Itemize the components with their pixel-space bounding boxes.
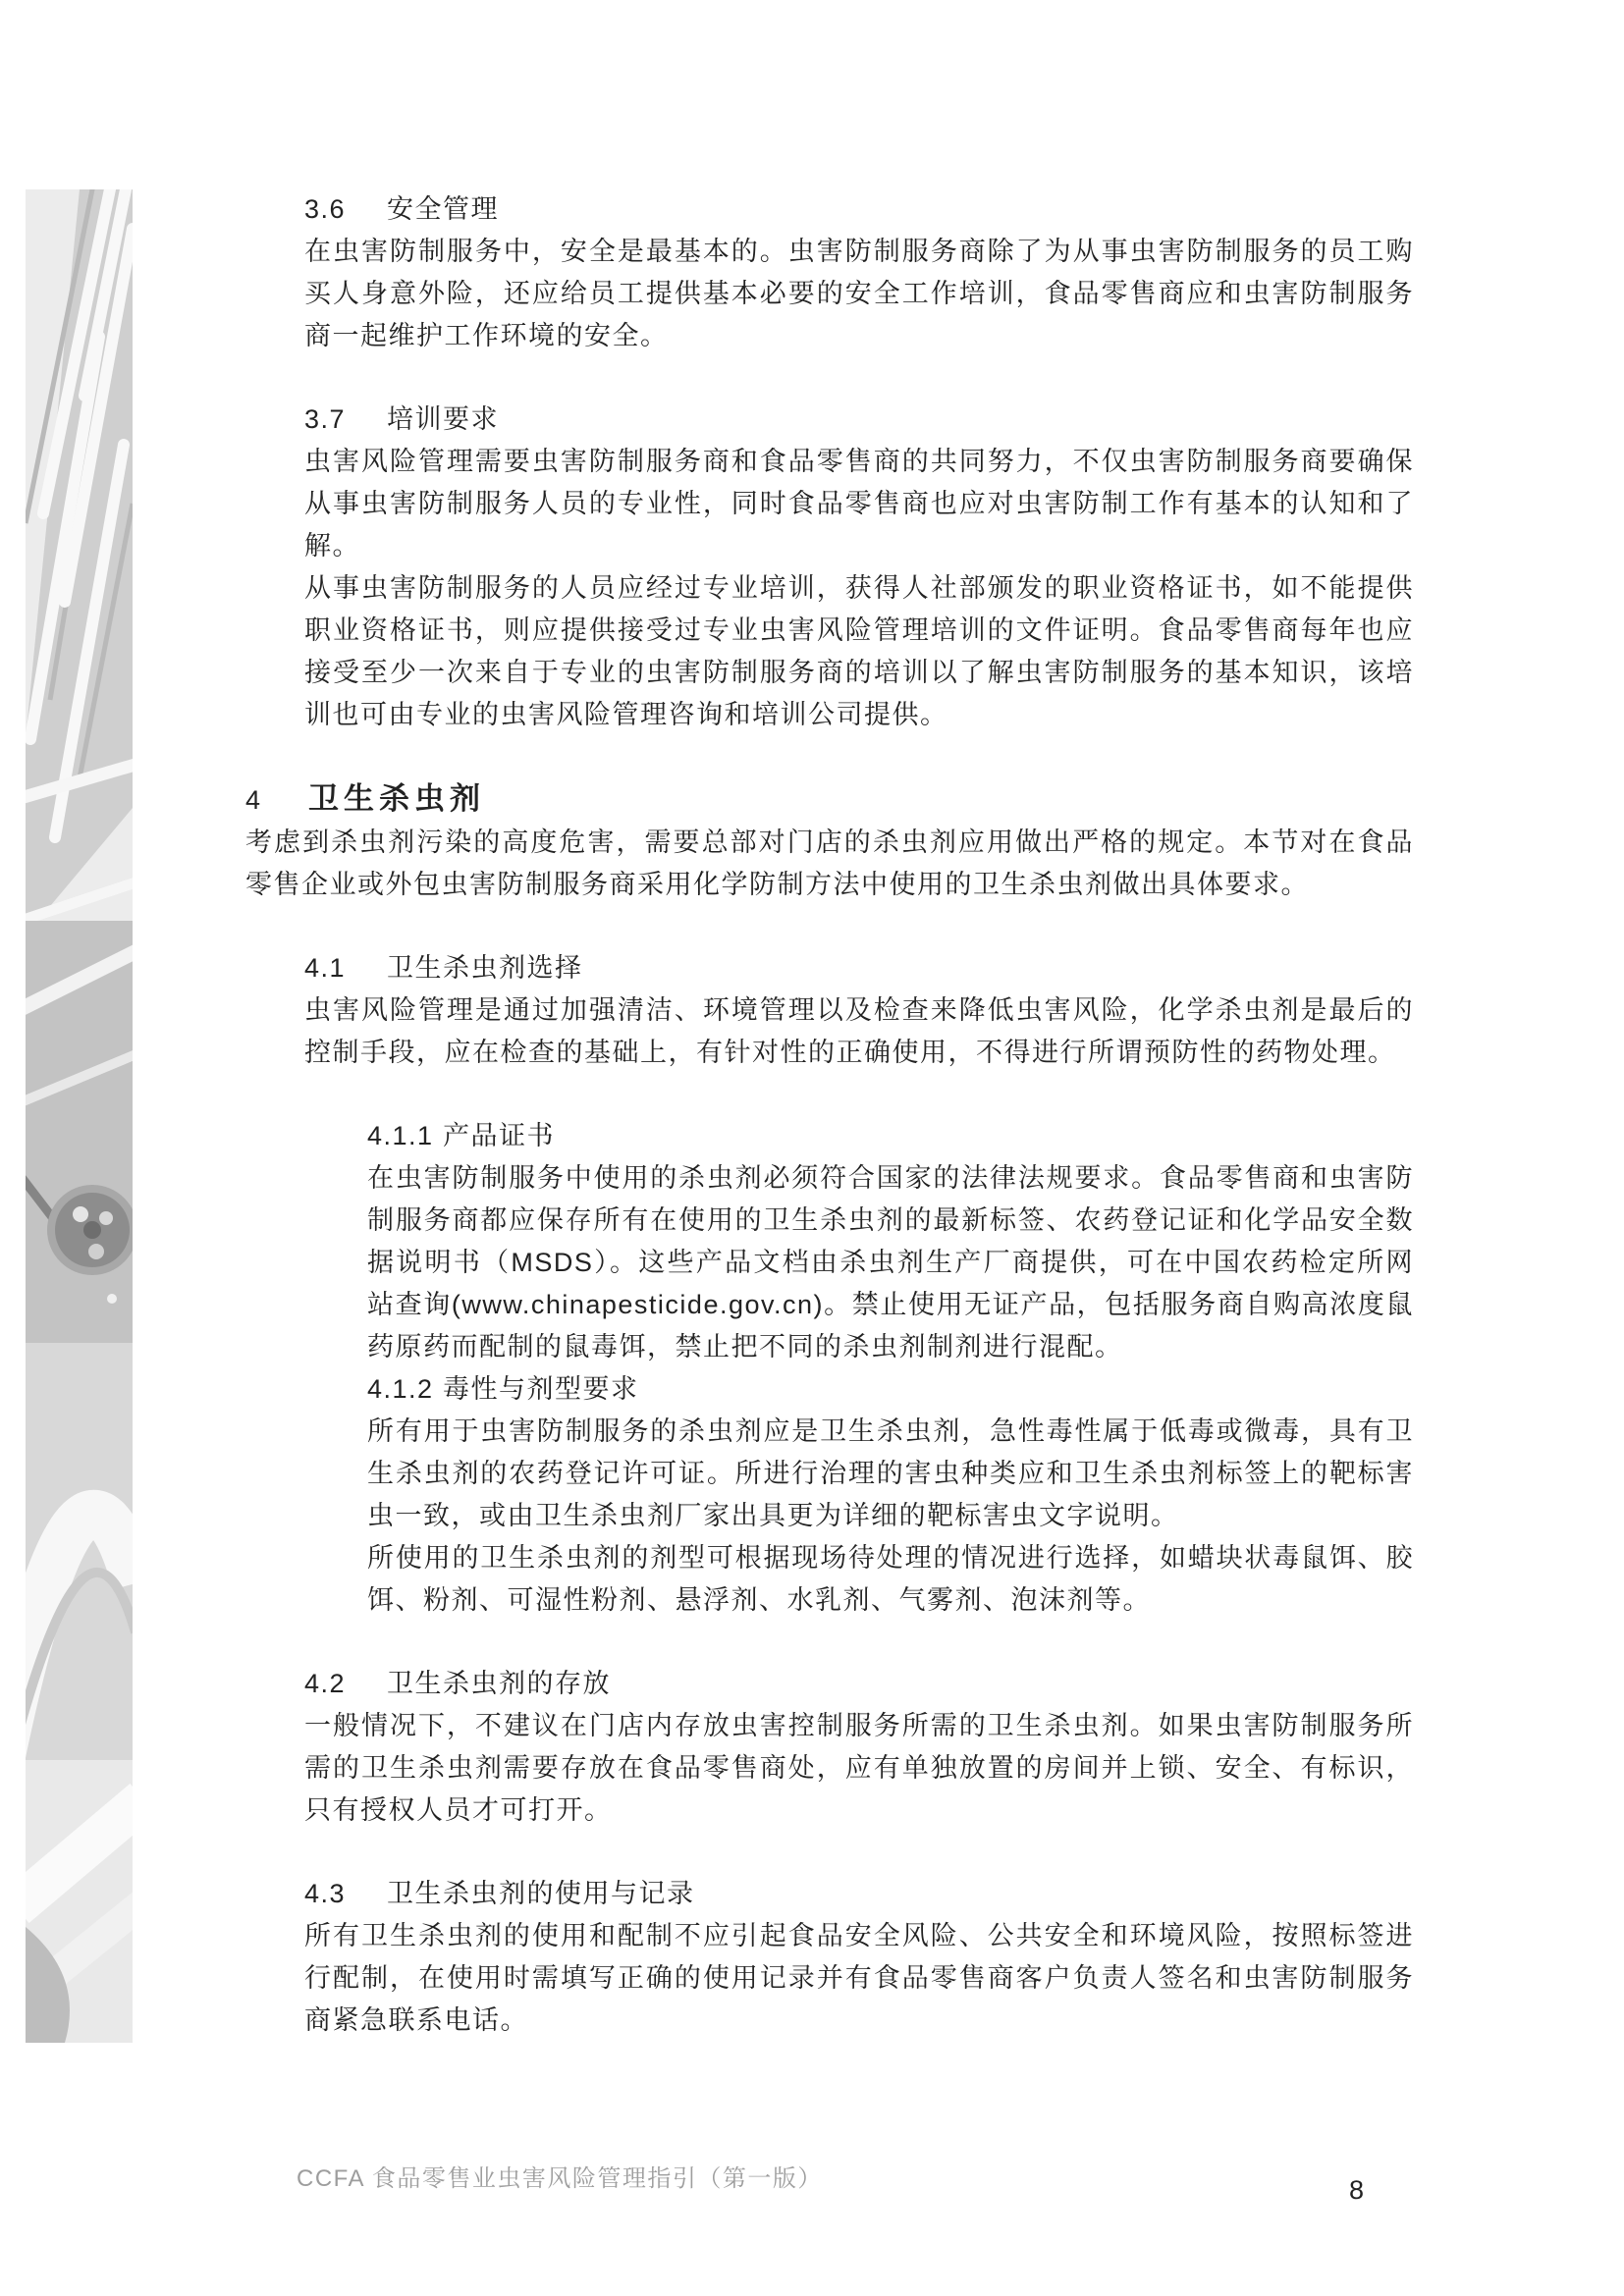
section-heading <box>304 1873 1414 1915</box>
section-3-7 <box>304 399 1414 736</box>
section-title: 卫生杀虫剂的存放 <box>387 1669 611 1698</box>
section-4 <box>245 777 1414 906</box>
section-4-3 <box>304 1873 1414 2042</box>
section-title: 卫生杀虫剂选择 <box>387 953 583 983</box>
section-number: 3.7 <box>304 404 347 434</box>
page-number: 8 <box>1349 2175 1365 2205</box>
paragraph: 在虫害防制服务中，安全是最基本的。虫害防制服务商除了为从事虫害防制服务的员工购买人身意外险，还应给员工提供基本必要的安全工作培训，食品零售商应和虫害防制服务商一起维护工作环境的安全。 <box>304 237 1414 350</box>
section-number: 3.6 <box>304 194 347 224</box>
section-title: 安全管理 <box>387 194 499 224</box>
section-title: 卫生杀虫剂的使用与记录 <box>387 1879 695 1908</box>
paragraph: 考虑到杀虫剂污染的高度危害，需要总部对门店的杀虫剂应用做出严格的规定。本节对在食品零售企业或外包虫害防制服务商采用化学防制方法中使用的卫生杀虫剂做出具体要求。 <box>245 828 1414 899</box>
section-title: 毒性与剂型要求 <box>443 1374 639 1404</box>
shopping-cart-photo <box>26 189 133 2043</box>
section-4-1 <box>304 947 1414 1074</box>
section-number: 4 <box>245 785 262 815</box>
section-number: 4.2 <box>304 1669 347 1698</box>
section-number: 4.3 <box>304 1879 347 1908</box>
footer-text: CCFA 食品零售业虫害风险管理指引（第一版） <box>297 2165 823 2192</box>
paragraph: 在虫害防制服务中使用的杀虫剂必须符合国家的法律法规要求。食品零售商和虫害防制服务商都应保存所有在使用的卫生杀虫剂的最新标签、农药登记证和化学品安全数据说明书（MSDS）。这些产品文档由杀虫剂生产厂商提供，可在中国农药检定所网站查询(www.chinapesticide.gov.cn)。禁止使用无证产品，包括服务商自购高浓度鼠药原药而配制的鼠毒饵，禁止把不同的杀虫剂制剂进行混配。 <box>367 1163 1414 1362</box>
section-title: 卫生杀虫剂 <box>308 781 485 816</box>
section-number: 4.1 <box>304 953 347 983</box>
paragraph: 虫害风险管理需要虫害防制服务商和食品零售商的共同努力，不仅虫害防制服务商要确保从事虫害防制服务人员的专业性，同时食品零售商也应对虫害防制工作有基本的认知和了解。 <box>304 447 1414 561</box>
section-4-2 <box>304 1663 1414 1832</box>
paragraph: 从事虫害防制服务的人员应经过专业培训，获得人社部颁发的职业资格证书，如不能提供职业资格证书，则应提供接受过专业虫害风险管理培训的文件证明。食品零售商每年也应接受至少一次来自于专业的虫害防制服务商的培训以了解虫害防制服务的基本知识，该培训也可由专业的虫害风险管理咨询和培训公司提供。 <box>304 573 1414 729</box>
section-title: 产品证书 <box>443 1121 555 1150</box>
section-number: 4.1.1 <box>367 1121 434 1150</box>
section-heading <box>304 399 1414 441</box>
paragraph: 一般情况下，不建议在门店内存放虫害控制服务所需的卫生杀虫剂。如果虫害防制服务所需的卫生杀虫剂需要存放在食品零售商处，应有单独放置的房间并上锁、安全、有标识，只有授权人员才可打开。 <box>304 1711 1414 1825</box>
document-content <box>245 188 1414 2042</box>
section-title: 培训要求 <box>387 404 499 434</box>
section-heading <box>367 1368 1414 1411</box>
section-heading <box>304 947 1414 989</box>
section-heading <box>304 1663 1414 1705</box>
section-3-6 <box>304 188 1414 357</box>
section-heading <box>367 1115 1414 1157</box>
paragraph: 所有卫生杀虫剂的使用和配制不应引起食品安全风险、公共安全和环境风险，按照标签进行配制，在使用时需填写正确的使用记录并有食品零售商客户负责人签名和虫害防制服务商紧急联系电话。 <box>304 1921 1414 2035</box>
section-4-1-2 <box>367 1368 1414 1622</box>
section-number: 4.1.2 <box>367 1374 434 1404</box>
section-heading <box>304 188 1414 231</box>
paragraph: 虫害风险管理是通过加强清洁、环境管理以及检查来降低虫害风险，化学杀虫剂是最后的控制手段，应在检查的基础上，有针对性的正确使用，不得进行所谓预防性的药物处理。 <box>304 995 1414 1067</box>
section-4-1-1 <box>367 1115 1414 1368</box>
section-heading <box>245 777 1414 822</box>
paragraph: 所有用于虫害防制服务的杀虫剂应是卫生杀虫剂，急性毒性属于低毒或微毒，具有卫生杀虫剂的农药登记许可证。所进行治理的害虫种类应和卫生杀虫剂标签上的靶标害虫一致，或由卫生杀虫剂厂家出具更为详细的靶标害虫文字说明。 <box>367 1416 1414 1530</box>
paragraph: 所使用的卫生杀虫剂的剂型可根据现场待处理的情况进行选择，如蜡块状毒鼠饵、胶饵、粉剂、可湿性粉剂、悬浮剂、水乳剂、气雾剂、泡沫剂等。 <box>367 1543 1414 1615</box>
